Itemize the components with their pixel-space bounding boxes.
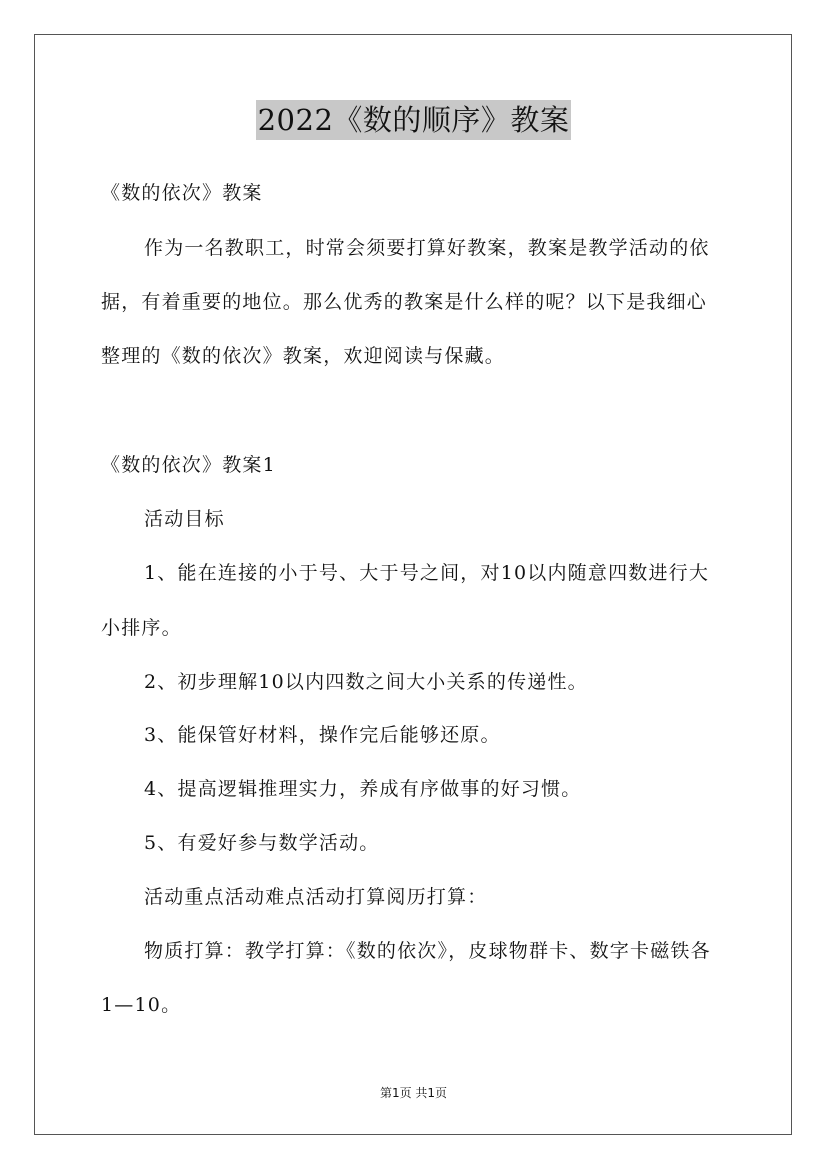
list-item: 4、提高逻辑推理实力，养成有序做事的好习惯。: [144, 778, 582, 800]
document-title: [0, 100, 827, 140]
list-item-continuation: 小排序。: [101, 617, 182, 639]
list-item: 3、能保管好材料，操作完后能够还原。: [144, 724, 501, 746]
paragraph-line: 1—10。: [101, 994, 182, 1016]
document-title-text: 2022《数的顺序》教案: [256, 100, 572, 140]
page-footer: 第1页 共1页: [379, 1086, 448, 1100]
section-heading: 《数的依次》教案1: [101, 454, 276, 476]
paragraph-line: 整理的《数的依次》教案，欢迎阅读与保藏。: [101, 345, 506, 367]
list-item: 1、能在连接的小于号、大于号之间，对10以内随意四数进行大: [144, 562, 710, 584]
section-heading: 《数的依次》教案: [101, 182, 263, 204]
paragraph-line: 据，有着重要的地位。那么优秀的教案是什么样的呢？以下是我细心: [101, 291, 708, 313]
paragraph-line: 活动重点活动难点活动打算阅历打算：: [144, 886, 488, 908]
subheading: 活动目标: [144, 508, 225, 530]
paragraph-line: 物质打算：教学打算：《数的依次》，皮球物群卡、数字卡磁铁各: [144, 940, 711, 962]
list-item: 5、有爱好参与数学活动。: [144, 832, 380, 854]
paragraph-line: 作为一名教职工，时常会须要打算好教案，教案是教学活动的依: [144, 237, 710, 259]
list-item: 2、初步理解10以内四数之间大小关系的传递性。: [144, 671, 588, 693]
